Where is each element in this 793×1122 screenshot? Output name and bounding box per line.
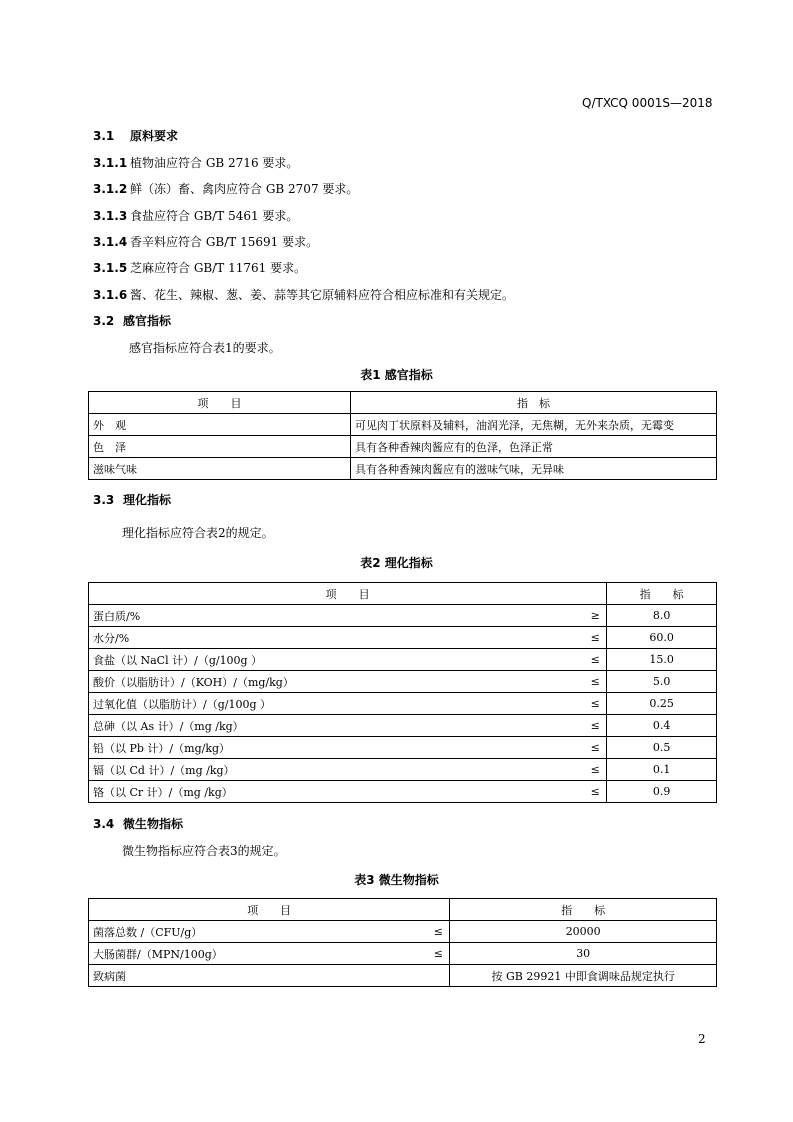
section-3-3 [93, 491, 171, 508]
comparator-cell: ≤ [427, 921, 450, 943]
section-number: 3.1.4 [93, 235, 128, 249]
section-title: 原料要求 [130, 129, 179, 143]
section-text: 芝麻应符合 GB/T 11761 要求。 [130, 261, 307, 275]
table2-caption: 表2 理化指标 [360, 556, 433, 570]
comparator-cell: ≤ [584, 627, 607, 649]
header-cell: 项 目 [89, 899, 450, 921]
value-cell: 0.5 [607, 737, 717, 759]
section-3-1-1 [93, 154, 298, 171]
table-row [89, 921, 717, 943]
value-cell: 0.1 [607, 759, 717, 781]
table-row [89, 458, 717, 480]
value-cell: 30 [450, 943, 717, 965]
comparator-cell: ≥ [584, 605, 607, 627]
comparator-cell: ≤ [584, 759, 607, 781]
section-text: 香辛料应符合 GB/T 15691 要求。 [130, 235, 319, 249]
table-sensory [88, 391, 717, 480]
table-row [89, 649, 717, 671]
section-text: 酱、花生、辣椒、葱、姜、蒜等其它原辅料应符合相应标准和有关规定。 [130, 288, 515, 302]
section-number: 3.1.2 [93, 182, 128, 196]
table-physicochemical [88, 582, 717, 803]
section-number: 3.1.6 [93, 288, 128, 302]
section-3-1 [93, 127, 178, 144]
value-cell: 按 GB 29921 中即食调味品规定执行 [450, 965, 717, 987]
section-3-1-5 [93, 259, 306, 276]
section-number: 3.4 [93, 817, 115, 831]
section-3-2 [93, 312, 171, 329]
comparator-cell: ≤ [584, 737, 607, 759]
section-text: 食盐应符合 GB/T 5461 要求。 [130, 209, 299, 223]
header-cell: 指 标 [607, 583, 717, 605]
section-text: 鲜（冻）畜、禽肉应符合 GB 2707 要求。 [130, 182, 359, 196]
item-cell: 致病菌 [89, 965, 450, 987]
section-number: 3.2 [93, 314, 115, 328]
section-number: 3.1.3 [93, 209, 128, 223]
value-cell: 可见肉丁状原料及辅料，油润光泽，无焦糊，无外来杂质，无霉变 [351, 414, 717, 436]
section-number: 3.1 [93, 129, 115, 143]
table-row [89, 943, 717, 965]
item-cell: 菌落总数 /（CFU/g） [89, 921, 428, 943]
value-cell: 60.0 [607, 627, 717, 649]
section-title: 理化指标 [123, 493, 172, 507]
item-cell: 大肠菌群/（MPN/100g） [89, 943, 428, 965]
section-number: 3.3 [93, 493, 115, 507]
section-title: 微生物指标 [123, 817, 184, 831]
table-row [89, 715, 717, 737]
comparator-cell: ≤ [584, 693, 607, 715]
comparator-cell: ≤ [584, 715, 607, 737]
item-cell: 滋味气味 [89, 458, 351, 480]
section-3-3-para: 理化指标应符合表2的规定。 [122, 526, 274, 540]
item-cell: 过氧化值（以脂肪计）/（g/100g ） [89, 693, 585, 715]
value-cell: 15.0 [607, 649, 717, 671]
table-header-row [89, 392, 717, 414]
table-row [89, 693, 717, 715]
section-3-1-2 [93, 180, 358, 197]
section-3-4-para: 微生物指标应符合表3的规定。 [122, 844, 286, 858]
table-row [89, 414, 717, 436]
section-3-1-3 [93, 207, 298, 224]
value-cell: 20000 [450, 921, 717, 943]
item-cell: 蛋白质/% [89, 605, 585, 627]
table-microbiological [88, 898, 717, 987]
table-row [89, 781, 717, 803]
section-text: 植物油应符合 GB 2716 要求。 [130, 156, 299, 170]
item-cell: 总砷（以 As 计）/（mg /kg） [89, 715, 585, 737]
header-cell: 指 标 [450, 899, 717, 921]
comparator-cell: ≤ [584, 649, 607, 671]
section-number: 3.1.1 [93, 156, 128, 170]
section-3-1-6 [93, 286, 514, 303]
value-cell: 8.0 [607, 605, 717, 627]
table-header-row [89, 899, 717, 921]
section-title: 感官指标 [123, 314, 172, 328]
header-cell: 项 目 [89, 392, 351, 414]
comparator-cell: ≤ [584, 671, 607, 693]
table-row [89, 965, 717, 987]
section-3-2-para: 感官指标应符合表1的要求。 [129, 341, 281, 355]
table-row [89, 759, 717, 781]
table-row [89, 605, 717, 627]
page-number: 2 [698, 1032, 706, 1046]
doc-code-header: Q/TXCQ 0001S—2018 [582, 96, 713, 110]
value-cell: 0.4 [607, 715, 717, 737]
header-cell: 指 标 [351, 392, 717, 414]
table-header-row [89, 583, 717, 605]
table-row [89, 436, 717, 458]
value-cell: 具有各种香辣肉酱应有的色泽，色泽正常 [351, 436, 717, 458]
value-cell: 具有各种香辣肉酱应有的滋味气味，无异味 [351, 458, 717, 480]
item-cell: 酸价（以脂肪计）/（KOH）/（mg/kg） [89, 671, 585, 693]
item-cell: 外 观 [89, 414, 351, 436]
section-3-1-4 [93, 233, 318, 250]
section-3-4 [93, 815, 183, 832]
table-row [89, 671, 717, 693]
section-number: 3.1.5 [93, 261, 128, 275]
value-cell: 5.0 [607, 671, 717, 693]
item-cell: 铅（以 Pb 计）/（mg/kg） [89, 737, 585, 759]
item-cell: 铬（以 Cr 计）/（mg /kg） [89, 781, 585, 803]
item-cell: 食盐（以 NaCl 计）/（g/100g ） [89, 649, 585, 671]
item-cell: 镉（以 Cd 计）/（mg /kg） [89, 759, 585, 781]
item-cell: 色 泽 [89, 436, 351, 458]
header-cell: 项 目 [89, 583, 607, 605]
value-cell: 0.9 [607, 781, 717, 803]
table1-caption: 表1 感官指标 [360, 368, 433, 382]
value-cell: 0.25 [607, 693, 717, 715]
table-row [89, 737, 717, 759]
comparator-cell: ≤ [584, 781, 607, 803]
table-row [89, 627, 717, 649]
item-cell: 水分/% [89, 627, 585, 649]
table3-caption: 表3 微生物指标 [354, 873, 439, 887]
comparator-cell: ≤ [427, 943, 450, 965]
